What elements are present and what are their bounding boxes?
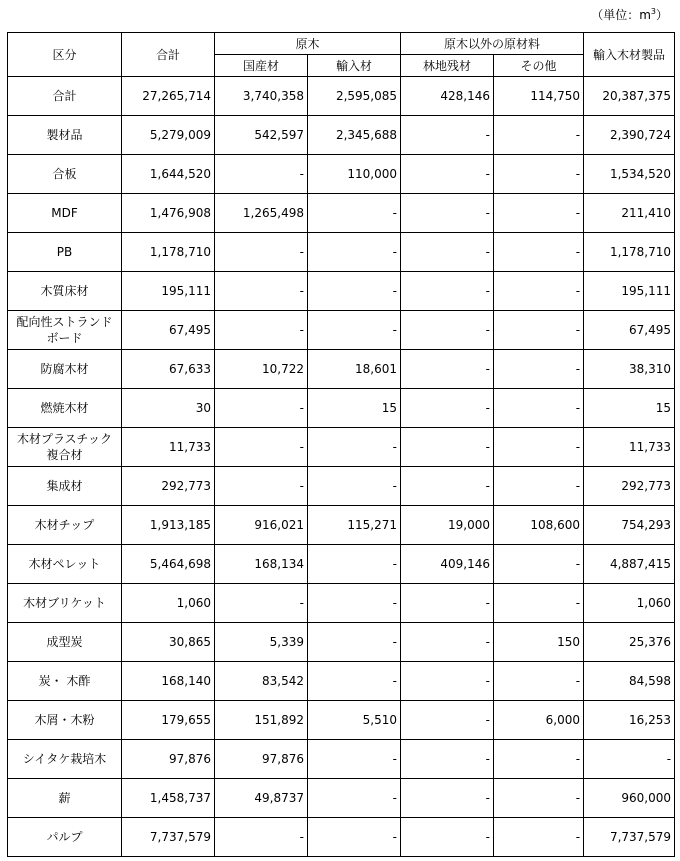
cell-forest-residue: 19,000 bbox=[401, 506, 494, 545]
row-category: シイタケ栽培木 bbox=[8, 740, 122, 779]
table-row bbox=[8, 155, 675, 194]
cell-forest-residue: - bbox=[401, 584, 494, 623]
cell-total: 1,060 bbox=[122, 584, 215, 623]
cell-domestic: - bbox=[215, 389, 308, 428]
row-category: 成型炭 bbox=[8, 623, 122, 662]
cell-domestic: 1,265,498 bbox=[215, 194, 308, 233]
cell-domestic: 97,876 bbox=[215, 740, 308, 779]
header-total: 合計 bbox=[122, 33, 215, 77]
cell-imported-products: 11,733 bbox=[584, 428, 675, 467]
cell-total: 67,633 bbox=[122, 350, 215, 389]
cell-forest-residue: - bbox=[401, 623, 494, 662]
unit-label: （単位：$m^3$） bbox=[591, 7, 668, 22]
header-category: 区分 bbox=[8, 33, 122, 77]
cell-other: 114,750 bbox=[494, 77, 584, 116]
row-category: 木材チップ bbox=[8, 506, 122, 545]
row-category: 製材品 bbox=[8, 116, 122, 155]
cell-total: 195,111 bbox=[122, 272, 215, 311]
cell-other: - bbox=[494, 428, 584, 467]
table-row bbox=[8, 623, 675, 662]
cell-imported: 2,345,688 bbox=[308, 116, 401, 155]
header-imported-products: 輸入木材製品 bbox=[584, 33, 675, 77]
table-row bbox=[8, 545, 675, 584]
cell-domestic: 916,021 bbox=[215, 506, 308, 545]
cell-other: - bbox=[494, 155, 584, 194]
cell-imported-products: 960,000 bbox=[584, 779, 675, 818]
cell-forest-residue: - bbox=[401, 272, 494, 311]
cell-imported-products: 7,737,579 bbox=[584, 818, 675, 857]
row-category: 集成材 bbox=[8, 467, 122, 506]
cell-domestic: - bbox=[215, 428, 308, 467]
table-row bbox=[8, 467, 675, 506]
cell-imported: - bbox=[308, 233, 401, 272]
cell-imported: - bbox=[308, 467, 401, 506]
cell-other: - bbox=[494, 662, 584, 701]
cell-other: 150 bbox=[494, 623, 584, 662]
cell-total: 27,265,714 bbox=[122, 77, 215, 116]
cell-domestic: 5,339 bbox=[215, 623, 308, 662]
cell-forest-residue: 428,146 bbox=[401, 77, 494, 116]
table-row bbox=[8, 77, 675, 116]
cell-total: 97,876 bbox=[122, 740, 215, 779]
cell-domestic: 168,134 bbox=[215, 545, 308, 584]
cell-other: - bbox=[494, 194, 584, 233]
cell-total: 179,655 bbox=[122, 701, 215, 740]
cell-forest-residue: - bbox=[401, 818, 494, 857]
cell-forest-residue: - bbox=[401, 116, 494, 155]
table-row bbox=[8, 779, 675, 818]
cell-domestic: 83,542 bbox=[215, 662, 308, 701]
cell-imported: - bbox=[308, 545, 401, 584]
cell-imported: 2,595,085 bbox=[308, 77, 401, 116]
cell-forest-residue: - bbox=[401, 194, 494, 233]
cell-domestic: 10,722 bbox=[215, 350, 308, 389]
cell-other: - bbox=[494, 740, 584, 779]
row-category: 燃焼木材 bbox=[8, 389, 122, 428]
cell-total: 1,458,737 bbox=[122, 779, 215, 818]
cell-forest-residue: - bbox=[401, 233, 494, 272]
cell-imported: - bbox=[308, 818, 401, 857]
cell-imported: - bbox=[308, 272, 401, 311]
cell-forest-residue: - bbox=[401, 350, 494, 389]
cell-imported-products: 1,534,520 bbox=[584, 155, 675, 194]
cell-imported-products: 1,060 bbox=[584, 584, 675, 623]
cell-total: 1,644,520 bbox=[122, 155, 215, 194]
cell-other: - bbox=[494, 779, 584, 818]
cell-total: 5,279,009 bbox=[122, 116, 215, 155]
cell-other: - bbox=[494, 350, 584, 389]
header-raw-wood: 原木 bbox=[215, 33, 401, 55]
cell-imported: - bbox=[308, 311, 401, 350]
row-category: 合板 bbox=[8, 155, 122, 194]
cell-domestic: - bbox=[215, 467, 308, 506]
cell-total: 1,476,908 bbox=[122, 194, 215, 233]
cell-domestic: - bbox=[215, 818, 308, 857]
cell-domestic: 49,8737 bbox=[215, 779, 308, 818]
cell-forest-residue: - bbox=[401, 389, 494, 428]
wood-material-table bbox=[7, 32, 675, 857]
cell-domestic: 151,892 bbox=[215, 701, 308, 740]
table-row bbox=[8, 584, 675, 623]
cell-other: - bbox=[494, 311, 584, 350]
cell-other: - bbox=[494, 116, 584, 155]
header-imported: 輸入材 bbox=[308, 55, 401, 77]
table-row bbox=[8, 233, 675, 272]
cell-imported-products: - bbox=[584, 740, 675, 779]
table-row bbox=[8, 194, 675, 233]
cell-imported-products: 38,310 bbox=[584, 350, 675, 389]
table-row bbox=[8, 701, 675, 740]
cell-forest-residue: - bbox=[401, 311, 494, 350]
cell-imported: 115,271 bbox=[308, 506, 401, 545]
cell-imported-products: 84,598 bbox=[584, 662, 675, 701]
table-row bbox=[8, 506, 675, 545]
header-domestic: 国産材 bbox=[215, 55, 308, 77]
cell-forest-residue: - bbox=[401, 467, 494, 506]
table-row bbox=[8, 272, 675, 311]
cell-total: 67,495 bbox=[122, 311, 215, 350]
cell-imported-products: 754,293 bbox=[584, 506, 675, 545]
header-other: その他 bbox=[494, 55, 584, 77]
cell-imported-products: 16,253 bbox=[584, 701, 675, 740]
cell-other: - bbox=[494, 389, 584, 428]
cell-domestic: 3,740,358 bbox=[215, 77, 308, 116]
cell-forest-residue: - bbox=[401, 155, 494, 194]
cell-imported-products: 67,495 bbox=[584, 311, 675, 350]
cell-forest-residue: - bbox=[401, 701, 494, 740]
cell-other: 6,000 bbox=[494, 701, 584, 740]
cell-total: 5,464,698 bbox=[122, 545, 215, 584]
cell-other: - bbox=[494, 233, 584, 272]
row-category: 木材プラスチック複合材 bbox=[8, 428, 122, 467]
cell-imported-products: 20,387,375 bbox=[584, 77, 675, 116]
cell-other: - bbox=[494, 584, 584, 623]
table-row bbox=[8, 350, 675, 389]
cell-forest-residue: - bbox=[401, 428, 494, 467]
cell-imported: - bbox=[308, 662, 401, 701]
cell-imported-products: 195,111 bbox=[584, 272, 675, 311]
table-row bbox=[8, 389, 675, 428]
cell-total: 30,865 bbox=[122, 623, 215, 662]
header-non-raw: 原木以外の原材料 bbox=[401, 33, 584, 55]
cell-imported: - bbox=[308, 779, 401, 818]
cell-forest-residue: - bbox=[401, 740, 494, 779]
cell-imported-products: 1,178,710 bbox=[584, 233, 675, 272]
cell-forest-residue: - bbox=[401, 779, 494, 818]
cell-total: 1,913,185 bbox=[122, 506, 215, 545]
cell-total: 1,178,710 bbox=[122, 233, 215, 272]
cell-domestic: 542,597 bbox=[215, 116, 308, 155]
cell-domestic: - bbox=[215, 233, 308, 272]
row-category: 薪 bbox=[8, 779, 122, 818]
cell-forest-residue: 409,146 bbox=[401, 545, 494, 584]
cell-other: - bbox=[494, 545, 584, 584]
cell-total: 7,737,579 bbox=[122, 818, 215, 857]
cell-domestic: - bbox=[215, 311, 308, 350]
cell-imported: - bbox=[308, 740, 401, 779]
table-row bbox=[8, 740, 675, 779]
row-category: パルプ bbox=[8, 818, 122, 857]
cell-domestic: - bbox=[215, 155, 308, 194]
row-category: 防腐木材 bbox=[8, 350, 122, 389]
cell-imported: 110,000 bbox=[308, 155, 401, 194]
row-category: 合計 bbox=[8, 77, 122, 116]
cell-total: 168,140 bbox=[122, 662, 215, 701]
cell-other: 108,600 bbox=[494, 506, 584, 545]
table-row bbox=[8, 818, 675, 857]
table-row bbox=[8, 662, 675, 701]
row-category: 炭・ 木酢 bbox=[8, 662, 122, 701]
table-row bbox=[8, 428, 675, 467]
cell-imported: 5,510 bbox=[308, 701, 401, 740]
cell-other: - bbox=[494, 467, 584, 506]
row-category: 木材ブリケット bbox=[8, 584, 122, 623]
cell-domestic: - bbox=[215, 272, 308, 311]
row-category: PB bbox=[8, 233, 122, 272]
cell-imported: 15 bbox=[308, 389, 401, 428]
cell-other: - bbox=[494, 272, 584, 311]
cell-imported: - bbox=[308, 428, 401, 467]
cell-imported: - bbox=[308, 584, 401, 623]
cell-imported-products: 25,376 bbox=[584, 623, 675, 662]
cell-imported-products: 211,410 bbox=[584, 194, 675, 233]
cell-forest-residue: - bbox=[401, 662, 494, 701]
cell-imported: 18,601 bbox=[308, 350, 401, 389]
row-category: 木屑・木粉 bbox=[8, 701, 122, 740]
cell-domestic: - bbox=[215, 584, 308, 623]
header-forest-residue: 林地残材 bbox=[401, 55, 494, 77]
cell-imported: - bbox=[308, 623, 401, 662]
cell-other: - bbox=[494, 818, 584, 857]
cell-imported-products: 2,390,724 bbox=[584, 116, 675, 155]
cell-imported-products: 4,887,415 bbox=[584, 545, 675, 584]
row-category: MDF bbox=[8, 194, 122, 233]
cell-imported-products: 15 bbox=[584, 389, 675, 428]
row-category: 木材ペレット bbox=[8, 545, 122, 584]
cell-total: 292,773 bbox=[122, 467, 215, 506]
cell-total: 30 bbox=[122, 389, 215, 428]
table-row bbox=[8, 311, 675, 350]
table-row bbox=[8, 116, 675, 155]
row-category: 木質床材 bbox=[8, 272, 122, 311]
cell-total: 11,733 bbox=[122, 428, 215, 467]
row-category: 配向性ストランドボード bbox=[8, 311, 122, 350]
cell-imported: - bbox=[308, 194, 401, 233]
cell-imported-products: 292,773 bbox=[584, 467, 675, 506]
